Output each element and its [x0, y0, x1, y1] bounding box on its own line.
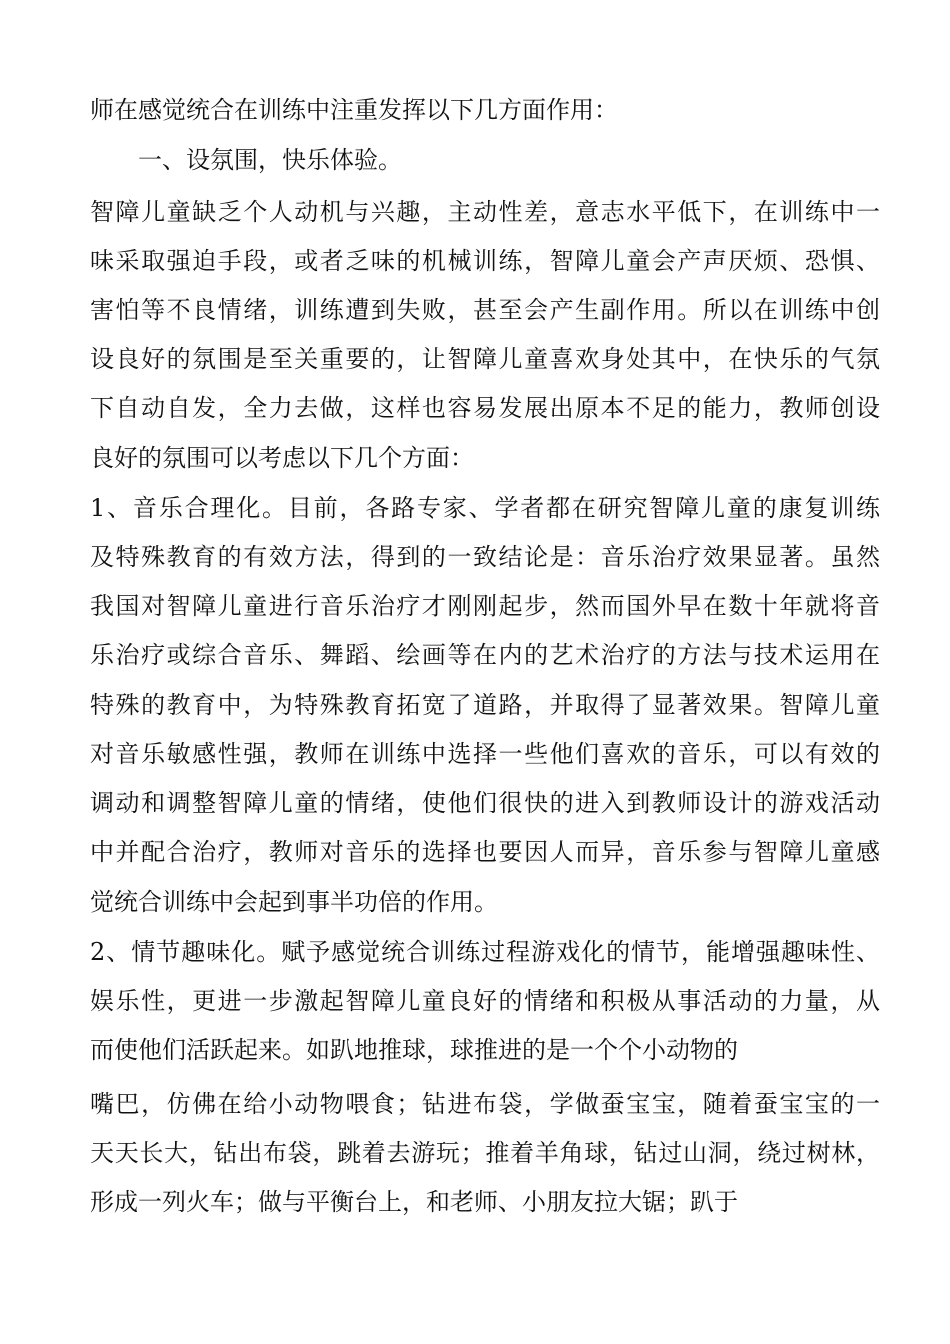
text-line: 特殊的教育中，为特殊教育拓宽了道路，并取得了显著效果。智障儿童: [90, 691, 880, 719]
text-line: 娱乐性，更进一步激起智障儿童良好的情绪和积极从事活动的力量，从: [90, 987, 880, 1015]
text-line: 嘴巴，仿佛在给小动物喂食；钻进布袋，学做蚕宝宝，随着蚕宝宝的一: [90, 1090, 880, 1118]
text-line: 我国对智障儿童进行音乐治疗才刚刚起步，然而国外早在数十年就将音: [90, 592, 880, 620]
text-line: 味采取强迫手段，或者乏味的机械训练，智障儿童会产声厌烦、恐惧、: [90, 247, 880, 275]
text-line: 2、情节趣味化。赋予感觉统合训练过程游戏化的情节，能增强趣味性、: [90, 938, 880, 966]
text-line: 形成一列火车；做与平衡台上，和老师、小朋友拉大锯；趴于: [90, 1188, 738, 1216]
text-line: 下自动自发，全力去做，这样也容易发展出原本不足的能力，教师创设: [90, 394, 880, 422]
text-line: 设良好的氛围是至关重要的，让智障儿童喜欢身处其中，在快乐的气氛: [90, 345, 880, 373]
text-line: 乐治疗或综合音乐、舞蹈、绘画等在内的艺术治疗的方法与技术运用在: [90, 641, 880, 669]
text-line: 中并配合治疗，教师对音乐的选择也要因人而异，音乐参与智障儿童感: [90, 838, 880, 866]
text-line: 师在感觉统合在训练中注重发挥以下几方面作用：: [90, 96, 618, 124]
text-line: 觉统合训练中会起到事半功倍的作用。: [90, 888, 498, 916]
text-line: 良好的氛围可以考虑以下几个方面：: [90, 444, 474, 472]
text-line: 天天长大，钻出布袋，跳着去游玩；推着羊角球，钻过山洞，绕过树林，: [90, 1139, 880, 1167]
text-line: 及特殊教育的有效方法，得到的一致结论是：音乐治疗效果显著。虽然: [90, 543, 880, 571]
text-line: 而使他们活跃起来。如趴地推球，球推进的是一个个小动物的: [90, 1036, 738, 1064]
text-line: 智障儿童缺乏个人动机与兴趣，主动性差，意志水平低下，在训练中一: [90, 198, 880, 226]
section-heading: 一、设氛围，快乐体验。: [138, 146, 402, 174]
text-line: 调动和调整智障儿童的情绪，使他们很快的进入到教师设计的游戏活动: [90, 789, 880, 817]
text-line: 对音乐敏感性强，教师在训练中选择一些他们喜欢的音乐，可以有效的: [90, 740, 880, 768]
text-line: 1、音乐合理化。目前，各路专家、学者都在研究智障儿童的康复训练: [90, 494, 880, 522]
text-line: 害怕等不良情绪，训练遭到失败，甚至会产生副作用。所以在训练中创: [90, 296, 880, 324]
